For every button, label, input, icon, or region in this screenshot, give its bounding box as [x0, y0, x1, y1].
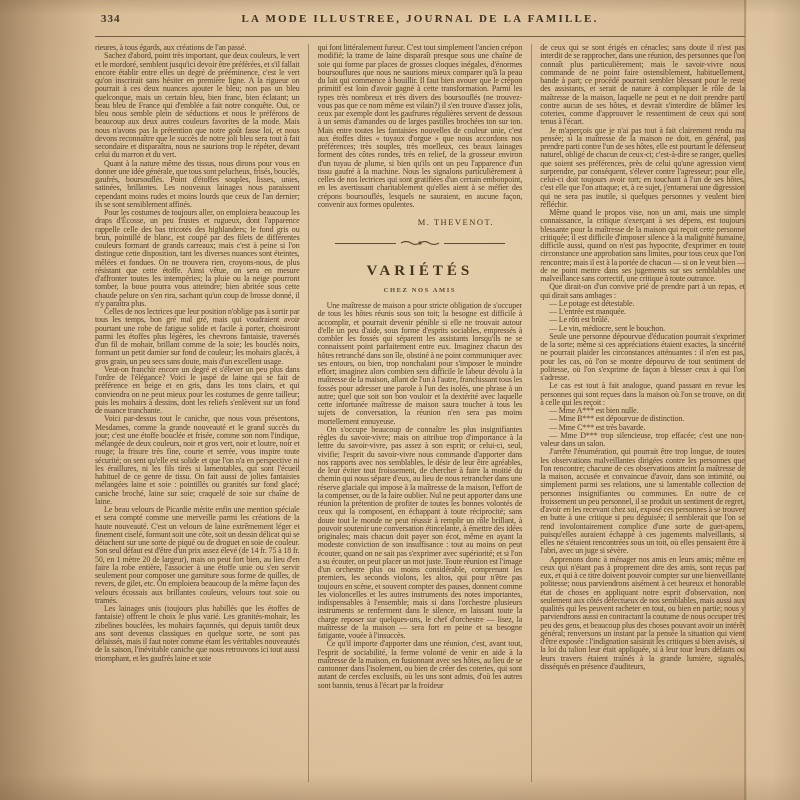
page-edge-line [744, 0, 746, 800]
page-number: 334 [101, 13, 121, 25]
page-right-margin [747, 0, 800, 800]
paragraph: Seule une personne dépourvue d'éducation pourrait s'exprimer de la sorte; même si ces appréciations étaient exactes, la sincérité ne pourrait plaider les circonstances atténuantes : il n'en est pas, pour les cas, où l'on se montre dépourvu de tout sentiment de politesse, où l'on s'exprime de façon à blesser ceux à qui l'on s'adresse. [540, 331, 745, 382]
dialogue-line: — L'entrée est manquée. [549, 307, 626, 316]
paragraph: Une maîtresse de maison a pour stricte obligation de s'occuper de tous les hôtes réunis sous son toit; la besogne est difficile à accomplir, et pourrait devenir pénible si elle ne trouvait autour d'elle un peu d'aide, sous forme d'esprits sociables, empressés à combler les fossés qui séparent les assistants lorsqu'ils ne se connaissent point parfaitement entre eux. Imaginez chacun des hôtes retranché dans son île, obstiné à ne point communiquer avec ses entours, ou bien, trop nonchalant pour s'imposer le moindre effort; imaginez alors combien sera difficile le labeur dévolu à la maîtresse de la maison, allant de l'un à l'autre, franchissant tous les fossés pour adresser une parole à l'un des isolés, une phrase à un autre; quel que soit son bon vouloir et la dextérité avec laquelle cette infortunée maîtresse de maison saura toucher à tous les sujets de conversation, la réunion n'en sera pas moins mortellement ennuyeuse. [317, 301, 523, 426]
column-separator-1 [308, 44, 309, 782]
page-content [95, 10, 745, 788]
dialogue-line: — Le potage est détestable. [549, 298, 635, 308]
paragraph: J'arrête l'énumération, qui pourrait être trop longue, de toutes les observations malveillantes dirigées contre les personnes que l'on rencontre; chacune de ces observations atteint la maîtresse de la maison, accusée et convaincue d'avoir, dans son intimité, ou simplement parmi ses relations, une si lamentable collection de personnes insignifiantes ou communes. En outre de ce froissement un peu personnel, il se produit un sentiment de regret, d'avoir en les recevant chez soi, exposé ces personnes à se trouver en butte à une critique si peu déguisée; il semblerait que l'on se rend involontairement complice d'une sorte de guet-apens, puisqu'elles auraient échappé à ces jugements malveillants, si elles ne s'étaient rencontrées sous un toit, où elles pensaient être à l'abri, avec un juge si sévère. [540, 447, 745, 556]
paragraph: Veut-on franchir encore un degré et s'élever un peu plus dans l'ordre de l'élégance? Voici le jaspé de laine qui se fait de préférence en beige et en gris, dans les tons clairs, et qui conviendra on ne peut mieux pour les costumes de genre tailleur; puis les mohairs à dessins, dont les reliefs s'enlèvent sur un fond de nuance tranchante. [95, 364, 300, 415]
dialogue-line: — Mme C*** est très bavarde. [549, 422, 646, 432]
section-title: VARIÉTÉS [366, 263, 474, 279]
masthead-rule [95, 36, 745, 37]
paragraph: Celles de nos lectrices que leur position n'oblige pas à sortir par tous les temps, bon gré mal gré, mais qui voudraient avoir pourtant une robe de fatigue solide et facile à porter, choisiront parmi les étoffes plus légères, les chevrons fantaisie, traversés d'un fil de mohair, brillant comme de la soie; les bouclés noirs, formant un petit damier sur fond de couleur; les mohairs glacés, à gros grain, un peu secs sans doute, mais d'un excellent usage. [95, 307, 300, 366]
paragraph: Même quand le propos vise, non un ami, mais une simple connaissance, la critique s'exerçant à ses dépens, est toujours blessante pour la maîtresse de la maison qui reçoit cette personne critiquée; il est difficile d'imposer silence à la malignité humaine, difficile aussi, quand on n'est pas hypocrite, d'exprimer en toute circonstance une approbation sans limites, pour tous ceux que l'on rencontre; mais il est à la portée de chacun — si on le veut bien — de ne point mettre dans ses jugements sur ses semblables une malveillance sans correctif, une critique à toute outrance. [540, 208, 745, 283]
paragraph: Le beau velours de Picardie mérite enfin une mention spéciale et sera compté comme une merveille parmi les créations de la haute nouveauté. C'est un velours de laine extrêmement léger et finement ciselé, formant soit une côte, soit un dessin délicat qui se détachent sur une sorte de piqué ou de droguet en soie de couleur. Son seul défaut est d'être d'un prix assez élevé (de 14 fr. 75 à 18 fr. 50, en 1 mètre 20 de largeur), mais on peut fort bien, au lieu d'en faire la robe entière, l'associer à une étoffe unie ou s'en servir seulement pour composer une garniture sous forme de quilles, de revers, de gilet, etc. On emploiera beaucoup de la même façon des velours écossais aux brillantes couleurs, velours tout soie ou tramés. [95, 505, 300, 605]
masthead [95, 10, 745, 32]
text-columns [95, 44, 745, 788]
paragraph: Que dirait-on d'un convive prié de prendre part à un repas, et qui dirait sans ambages : [540, 282, 745, 300]
paragraph: de ceux qui se sont érigés en cénacles; sans doute il n'est pas interdit de se rapprocher, dans une réunion, des personnes que l'on connaît plus particulièrement; mais le savoir-vivre nous commande de ne point faire ostensiblement, habituellement, bande à part; ce procédé pourrait sembler blessant pour le reste des assistants, et serait de nature à compliquer le rôle de la maîtresse de la maison, laquelle ne peut et ne doit prendre parti contre aucun de ses hôtes, et devrait s'interdire de blâmer les coteries, comme d'approuver le ressentiment de ceux qui sont tenus à l'écart. [540, 44, 745, 127]
paragraph: Voici par-dessus tout le caniche, que nous vous présentons, Mesdames, comme la grande nouveauté et le grand succès du jour; c'est une étoffe bouclée et frisée, comme son nom l'indique, mélangée de deux couleurs, noir et gros vert, noir et loutre, noir et rouge; la frisure très fine, courte et serrée, vous inspire toute sécurité; on sent qu'elle est solide et que l'on n'a en perspective ni les éraillures, ni les fils tirés si lamentables, qui sont l'écueil habituel de ce genre de tissu. On fait aussi de jolies fantaisies mélangées laine et soie : pointillés ou granités sur fond glacé; caniche broché, laine sur soie; craquelé de soie sur chaîne de laine. [95, 414, 300, 506]
column-separator-2 [531, 44, 532, 782]
dialogue-line: — Le vin, médiocre, sent le bouchon. [549, 323, 666, 333]
divider-line [444, 243, 505, 244]
column-2 [318, 44, 523, 788]
paragraph: rieures, à tous égards, aux créations de l'an passé. [95, 44, 247, 52]
section-subtitle: CHEZ NOS AMIS [383, 287, 457, 294]
dialogue-line: — Mme D*** trop silencieuse, trop effacée; c'est une non-valeur dans un salon. [540, 430, 745, 448]
paragraph: Le cas est tout à fait analogue, quand passant en revue les personnes qui sont reçues dans la maison où l'on se trouve, on dit à celle qui les reçoit : [540, 381, 745, 407]
column-1 [95, 44, 300, 788]
paragraph: On s'occupe beaucoup de connaître les plus insignifiantes règles du savoir-vivre; mais on attribue trop d'importance à la lettre du savoir-vivre, pas assez à son esprit; or celui-ci, seul, vivifie; l'esprit du savoir-vivre nous commande d'apporter dans nos rapports avec nos semblables, le désir de leur être agréables, de leur éviter tout froissement, de chercher à faire la moitié du chemin qui nous sépare d'eux, au lieu de nous retrancher dans une réserve glaciale qui impose à la maîtresse de la maison, l'effort de la compenser, ou de la faire oublier. Nul ne peut apporter dans une réunion la prétention de profiter de toutes les bonnes volontés de ceux qui la composent, en échappant à toute réciprocité; sans doute tout le monde ne peut réussir à remplir un rôle brillant, à pouvoir soutenir une conversation étincelante, à émettre des idées originales; mais chacun doit payer son écot, même en ayant la modeste conviction de son insuffisance : tout au moins on peut écouter, quand on ne sait pas s'exprimer avec supériorité; et si l'on a su écouter, on peut placer un mot juste. Toute réunion est l'image d'un orchestre plus ou moins considérable, comprenant les premiers, les seconds violons, les altos, qui pour n'être pas toujours en scène, et souvent compter des pauses, donnent comme les violoncelles et les autres instruments des notes importantes, indispensables à l'ensemble; mais si dans l'orchestre plusieurs instruments se renferment dans le silence, en laissant toute la charge reposer sur quelques-uns, le chef d'orchestre — lisez, la maîtresse de la maison — sera fort en peine et sa besogne fatigante, vouée à l'insuccès. [317, 424, 523, 640]
dialogue-line: — Mme B*** est dépourvue de distinction. [549, 414, 685, 424]
paragraph: Ce qu'il importe d'apporter dans une réunion, c'est, avant tout, l'esprit de sociabilité, la ferme volonté de venir en aide à la maîtresse de la maison, en fusionnant avec ses hôtes, au lieu de se cantonner dans l'isolement, ou bien de créer des coteries, qui sont autant de cercles exclusifs, où les uns sont admis, d'où les autres sont bannis, tenus à l'écart par la froideur [317, 639, 523, 690]
column-3 [540, 44, 745, 788]
paragraph: Les lainages unis (toujours plus habillés que les étoffes de fantaisie) offrent le choix le plus varié. Les granités-mohair, les zibelines bouclées, les mohairs façonnés, qui depuis tantôt deux ans sont devenus classiques en quelque sorte, ne sont pas délaissés, mais il faut noter comme étant les véritables nouveautés de la saison, l'inévitable caniche que nous retrouvons ici tout aussi triomphant, et les gaufrés laine et soie [95, 604, 300, 663]
article-signature: M. THEVENOT. [417, 217, 495, 227]
divider-line [335, 243, 396, 244]
paragraph: Quant à la nature même des tissus, nous dirons pour vous en donner une idée générale, que tous sont pelucheux, frisés, bouclés, gaufrés, boursouflés. Point d'étoffes souples, lisses, unies, satinées, brillantes. Les nouveaux lainages nous paraissent cependant moins rudes et moins lourds que ceux de l'an dernier; ils se sont sensiblement affinés. [95, 158, 300, 209]
dialogue-line: — Mme A*** est bien nulle. [549, 406, 639, 415]
dialogue-line: — Le rôti est brûlé. [549, 315, 610, 325]
paragraph: Pour les costumes de toujours aller, on emploiera beaucoup les draps d'Écosse, un peu frustes et rugueux, dont l'apparence rappelle celle des bas tricotés des highlanders; le fond gris ou brun, pointillé de blanc, est coupé par des filets de différentes couleurs formant de grands carreaux; mais c'est à peine si l'on distingue cette disposition, tant les diverses nuances sont éteintes, mêlées et fondues. On ne trouvera rien, croyons-nous, de plus résistant que cette étoffe. Ainsi vêtue, on sera en mesure d'affronter toutes les intempéries; la pluie ou la neige pourront tomber, la boue pourra vous atteindre; bien abritée sous cette chaude pelure on s'en rira, sachant qu'un coup de brosse donné, il n'y paraîtra plus. [95, 208, 300, 308]
section-divider [335, 239, 505, 247]
journal-title: LA MODE ILLUSTREE, JOURNAL DE LA FAMILLE. [241, 13, 599, 25]
paragraph: Je m'aperçois que je n'ai pas tout à fait clairement rendu ma pensée; si la maîtresse de la maison ne doit, en général, pas prendre parti contre l'un de ses hôtes, elle est pourtant le défenseur naturel, obligé de chacun de ceux-ci; c'est-à-dire se ranger, quelles que soient ses préférences, près de celui qu'une agression vient surprendre, par conséquent, s'élever contre l'agresseur; pour elle, celui-ci doit toujours avoir tort; en touchant à l'un de ses hôtes, c'est elle que l'on attaque; et, à ce sujet, j'entamerai une digression qui ne sera pas inutile, si quelques personnes y veulent bien réfléchir. [540, 125, 745, 209]
paragraph: Sachez d'abord, point très important, que deux couleurs, le vert et le mordoré, semblent jusqu'ici devoir être préférées, et s'il fallait encore établir entre elles un degré de prééminence, c'est le vert qu'on inscrirait sans hésiter en première ligne. A la rigueur on pourrait à ces deux nuances ajouter le bleu; non pas un bleu quelconque, mais un certain bleu, bien franc, bien éclatant; un beau bleu de France qui d'emblée a fait notre conquête. Oui, ce bleu nous semble plein de séductions et nous le préférons de beaucoup aux deux autres couleurs favorites de la mode. Mais nous n'avons pas la prétention que notre goût fasse loi, et nous devons reconnaître que le succès de notre joli bleu sera tout à fait secondaire et disparaîtra, nous ne saurions trop le répéter, devant celui du marron et du vert. [95, 51, 300, 160]
paragraph: qui font littéralement fureur. C'est tout simplement l'ancien crépon modifié; la trame de laine disparaît presque sous une chaîne de soie qui forme par places de grosses cloques inégales, d'énormes boursouflures que nous ne saurions mieux comparer qu'à la peau du lait qui commence à bouillir. Il faut bien avouer que le crépon primitif est loin d'avoir gagné à cette transformation. Parmi les types très nombreux et très divers des boursouflés (ne trouvez-vous pas que ce nom même est vilain?) il s'en trouve d'assez jolis, ceux par exemple dont les gaufrures régulières servent de dessous à un semis d'amandes ou de larges pastilles brochées ton sur ton. Mais entre toutes les fantaisies nouvelles de couleur unie, c'est aux étoffes dites « tuyaux d'orgue » que nous accordons nos préférences; très souples, très moelleux, ces beaux lainages forment des côtes rondes, très en relief, de la grosseur environ d'un tuyau de plume, si bien qu'ils ont un peu l'apparence d'un tissu gaufré à la machine. Nous les signalons particulièrement à celles de nos lectrices qui sont gratifiées d'un certain embonpoint, en les avertissant charitablement qu'elles aient à se méfier des crépons boursouflés, lesquels ne sauraient, en aucune façon, convenir aux formes opulentes. [317, 44, 523, 209]
paragraph: Apprenons donc à ménager nos amis en leurs amis; même en ceux qui n'étant pas à proprement dire des amis, sont reçus par eux, et qui à ce titre doivent pouvoir compter sur une bienveillante politesse; nous parviendrons aisément à cet heureux et honorable état de choses en appliquant notre esprit d'observation, non seulement aux côtés défectueux de nos semblables, mais aussi aux qualités qui les peuvent racheter en tout, ou bien en partie; nous y parviendrons aussi en contractant la coutume de nous occuper très peu des gens, et beaucoup plus des choses pouvant avoir un intérêt général; renversons un instant par la pensée la situation qui vient d'être exposée : l'indignation saisirait les critiques si bien avisés, si la loi du talion leur était appliquée, si à leur tour leurs défauts ou leurs travers étaient traînés à la grande lumière, signalés, disséqués en présence d'auditeurs, [540, 554, 745, 671]
divider-ornament-icon [400, 239, 440, 247]
